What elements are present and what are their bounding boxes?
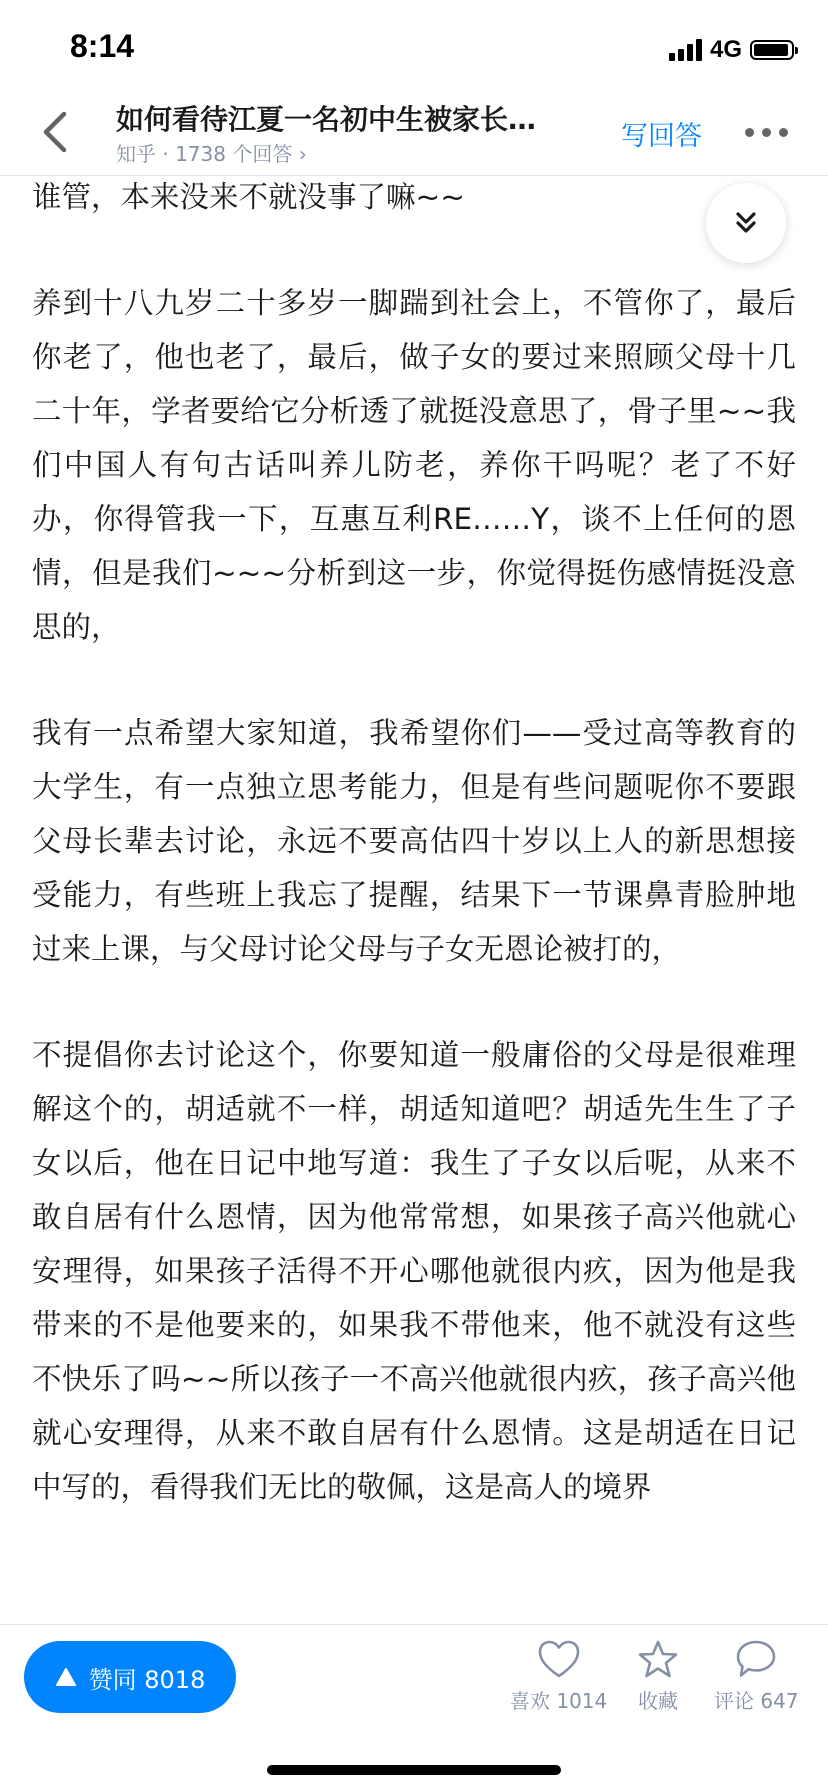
- bottom-action-bar: [0, 1624, 828, 1792]
- like-label: 喜欢 1014: [510, 1689, 608, 1713]
- question-title[interactable]: 如何看待江夏一名初中生被家长…: [116, 103, 537, 136]
- signal-icon: [669, 39, 702, 61]
- write-answer-button[interactable]: 写回答: [621, 121, 702, 152]
- question-meta[interactable]: [116, 138, 307, 167]
- back-button[interactable]: [36, 108, 76, 156]
- chevron-left-icon: [36, 108, 76, 156]
- answer-paragraph: 不提倡你去讨论这个，你要知道一般庸俗的父母是很难理解这个的，胡适就不一样，胡适知道吧？胡适先生生了子女以后，他在日记中地写道：我生了子女以后呢，从来不敢自居有什么恩情，因为他常常想，如果孩子高兴他就心安理得，如果孩子活得不开心哪他就很内疚，因为他是我带来的不是他要来的，如果我不带他来，他不就没有这些不快乐了吗~~所以孩子一不高兴他就很内疚，孩子高兴他就心安理得，从来不敢自居有什么恩情。这是胡适在日记中写的，看得我们无比的敬佩，这是高人的境界: [32, 1038, 796, 1504]
- triangle-up-icon: [55, 1667, 77, 1687]
- agree-label: 赞同 8018: [88, 1665, 206, 1694]
- home-indicator[interactable]: [267, 1765, 561, 1775]
- agree-button[interactable]: [24, 1641, 236, 1713]
- battery-icon: [750, 40, 794, 60]
- status-time: 8:14: [70, 28, 135, 64]
- answer-count: 1738 个回答: [175, 142, 293, 166]
- collapse-button[interactable]: [706, 183, 786, 263]
- collect-button[interactable]: [636, 1639, 680, 1714]
- answer-paragraph: 谁管，本来没来不就没事了嘛~~: [32, 180, 465, 214]
- answer-paragraph: 养到十八九岁二十多岁一脚踹到社会上，不管你了，最后你老了，他也老了，最后，做子女的要过来照顾父母十几二十年，学者要给它分析透了就挺没意思了，骨子里~~我们中国人有句古话叫养儿防老，养你干吗呢？老了不好办，你得管我一下，互惠互利RE……Y，谈不上任何的恩情，但是我们~~~分析到这一步，你觉得挺伤感情挺没意思的，: [32, 286, 796, 644]
- star-icon: [636, 1639, 680, 1679]
- speech-bubble-icon: [734, 1639, 778, 1679]
- status-bar: [0, 0, 828, 88]
- chevron-right-icon: ›: [298, 142, 307, 166]
- collect-label: 收藏: [638, 1689, 678, 1713]
- status-indicators: [669, 36, 794, 64]
- network-type: 4G: [709, 36, 742, 63]
- heart-icon: [537, 1639, 581, 1679]
- comment-button[interactable]: [714, 1639, 799, 1714]
- comment-label: 评论 647: [714, 1689, 799, 1713]
- more-dots-icon[interactable]: [745, 128, 788, 137]
- double-chevron-down-icon: [732, 209, 760, 237]
- source-label: 知乎: [116, 142, 156, 166]
- like-button[interactable]: [510, 1639, 607, 1714]
- answer-paragraph: 我有一点希望大家知道，我希望你们——受过高等教育的大学生，有一点独立思考能力，但是有些问题呢你不要跟父母长辈去讨论，永远不要高估四十岁以上人的新思想接受能力，有些班上我忘了提醒，结果下一节课鼻青脸肿地过来上课，与父母讨论父母与子女无恩论被打的，: [32, 716, 796, 966]
- question-header: [0, 88, 828, 176]
- answer-content: [32, 176, 796, 1624]
- separator-dot: ·: [162, 142, 169, 166]
- content-fade: [0, 1600, 828, 1624]
